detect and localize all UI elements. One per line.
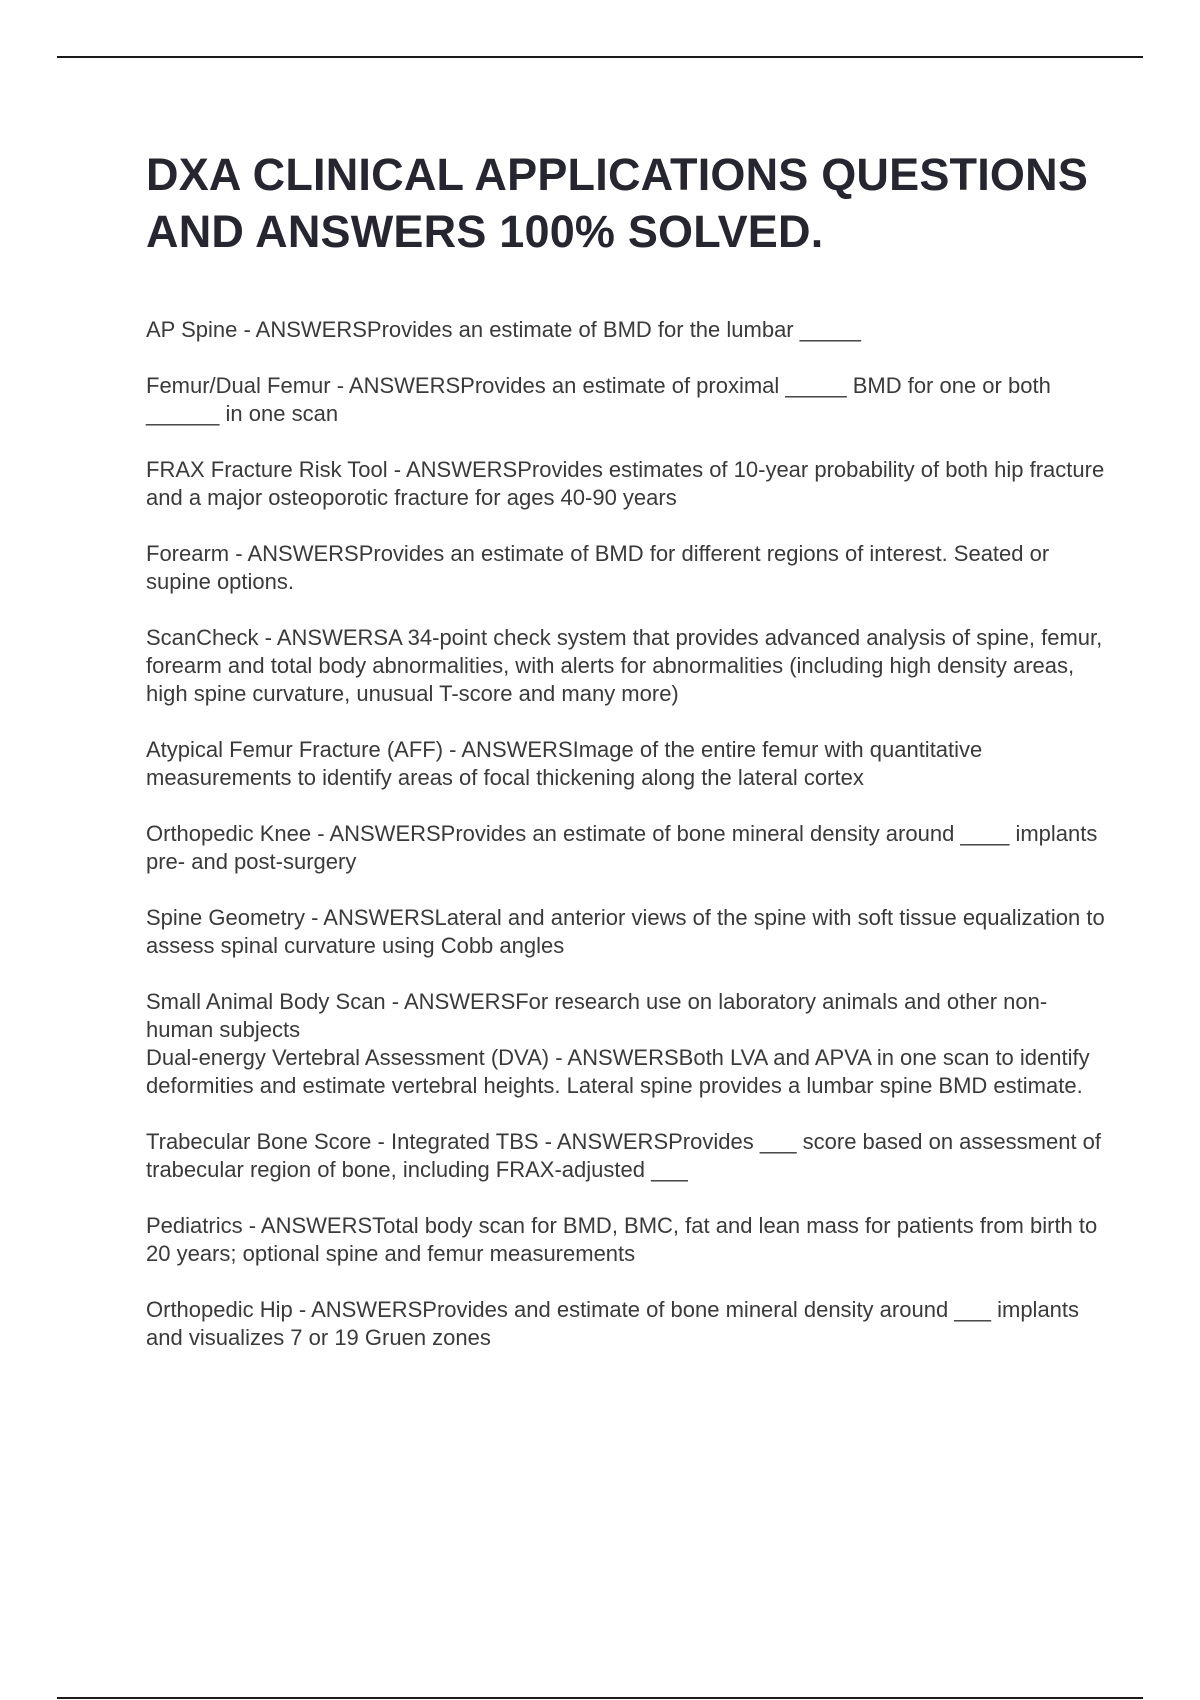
qa-entry-frax: FRAX Fracture Risk Tool - ANSWERSProvides estimates of 10-year probability of both hip fracture and a major osteoporotic fracture for ages 40-90 years <box>146 457 1105 510</box>
document-body <box>146 146 1106 1352</box>
qa-entry-femur: Femur/Dual Femur - ANSWERSProvides an estimate of proximal _____ BMD for one or both ______ in one scan <box>146 373 1051 426</box>
qa-entry-scancheck: ScanCheck - ANSWERSA 34-point check system that provides advanced analysis of spine, femur, forearm and total body abnormalities, with alerts for abnormalities (including high density areas, high spine curvature, unusual T-score and many more) <box>146 625 1103 706</box>
document-title: DXA CLINICAL APPLICATIONS QUESTIONS AND ANSWERS 100% SOLVED. <box>146 149 1089 257</box>
qa-entry-orthopedic-knee: Orthopedic Knee - ANSWERSProvides an estimate of bone mineral density around ____ implants pre- and post-surgery <box>146 821 1098 874</box>
qa-entry-orthopedic-hip: Orthopedic Hip - ANSWERSProvides and estimate of bone mineral density around ___ implants and visualizes 7 or 19 Gruen zones <box>146 1297 1080 1350</box>
top-rule <box>57 56 1143 58</box>
qa-entry-dva: Dual-energy Vertebral Assessment (DVA) - ANSWERSBoth LVA and APVA in one scan to identify deformities and estimate vertebral heights. Lateral spine provides a lumbar spine BMD estimate. <box>146 1045 1090 1098</box>
qa-entry-aff: Atypical Femur Fracture (AFF) - ANSWERSImage of the entire femur with quantitative measurements to identify areas of focal thickening along the lateral cortex <box>146 737 983 790</box>
qa-entry-forearm: Forearm - ANSWERSProvides an estimate of BMD for different regions of interest. Seated or supine options. <box>146 541 1050 594</box>
qa-entry-small-animal: Small Animal Body Scan - ANSWERSFor research use on laboratory animals and other non-human subjects <box>146 989 1048 1042</box>
qa-list <box>146 316 1106 1352</box>
qa-entry-spine-geometry: Spine Geometry - ANSWERSLateral and anterior views of the spine with soft tissue equalization to assess spinal curvature using Cobb angles <box>146 905 1105 958</box>
bottom-rule <box>57 1697 1143 1699</box>
qa-entry-pediatrics: Pediatrics - ANSWERSTotal body scan for BMD, BMC, fat and lean mass for patients from birth to 20 years; optional spine and femur measurements <box>146 1213 1098 1266</box>
qa-entry-tbs: Trabecular Bone Score - Integrated TBS - ANSWERSProvides ___ score based on assessment of trabecular region of bone, including FRAX-adjusted ___ <box>146 1129 1102 1182</box>
qa-entry-ap-spine: AP Spine - ANSWERSProvides an estimate of BMD for the lumbar _____ <box>146 317 861 342</box>
